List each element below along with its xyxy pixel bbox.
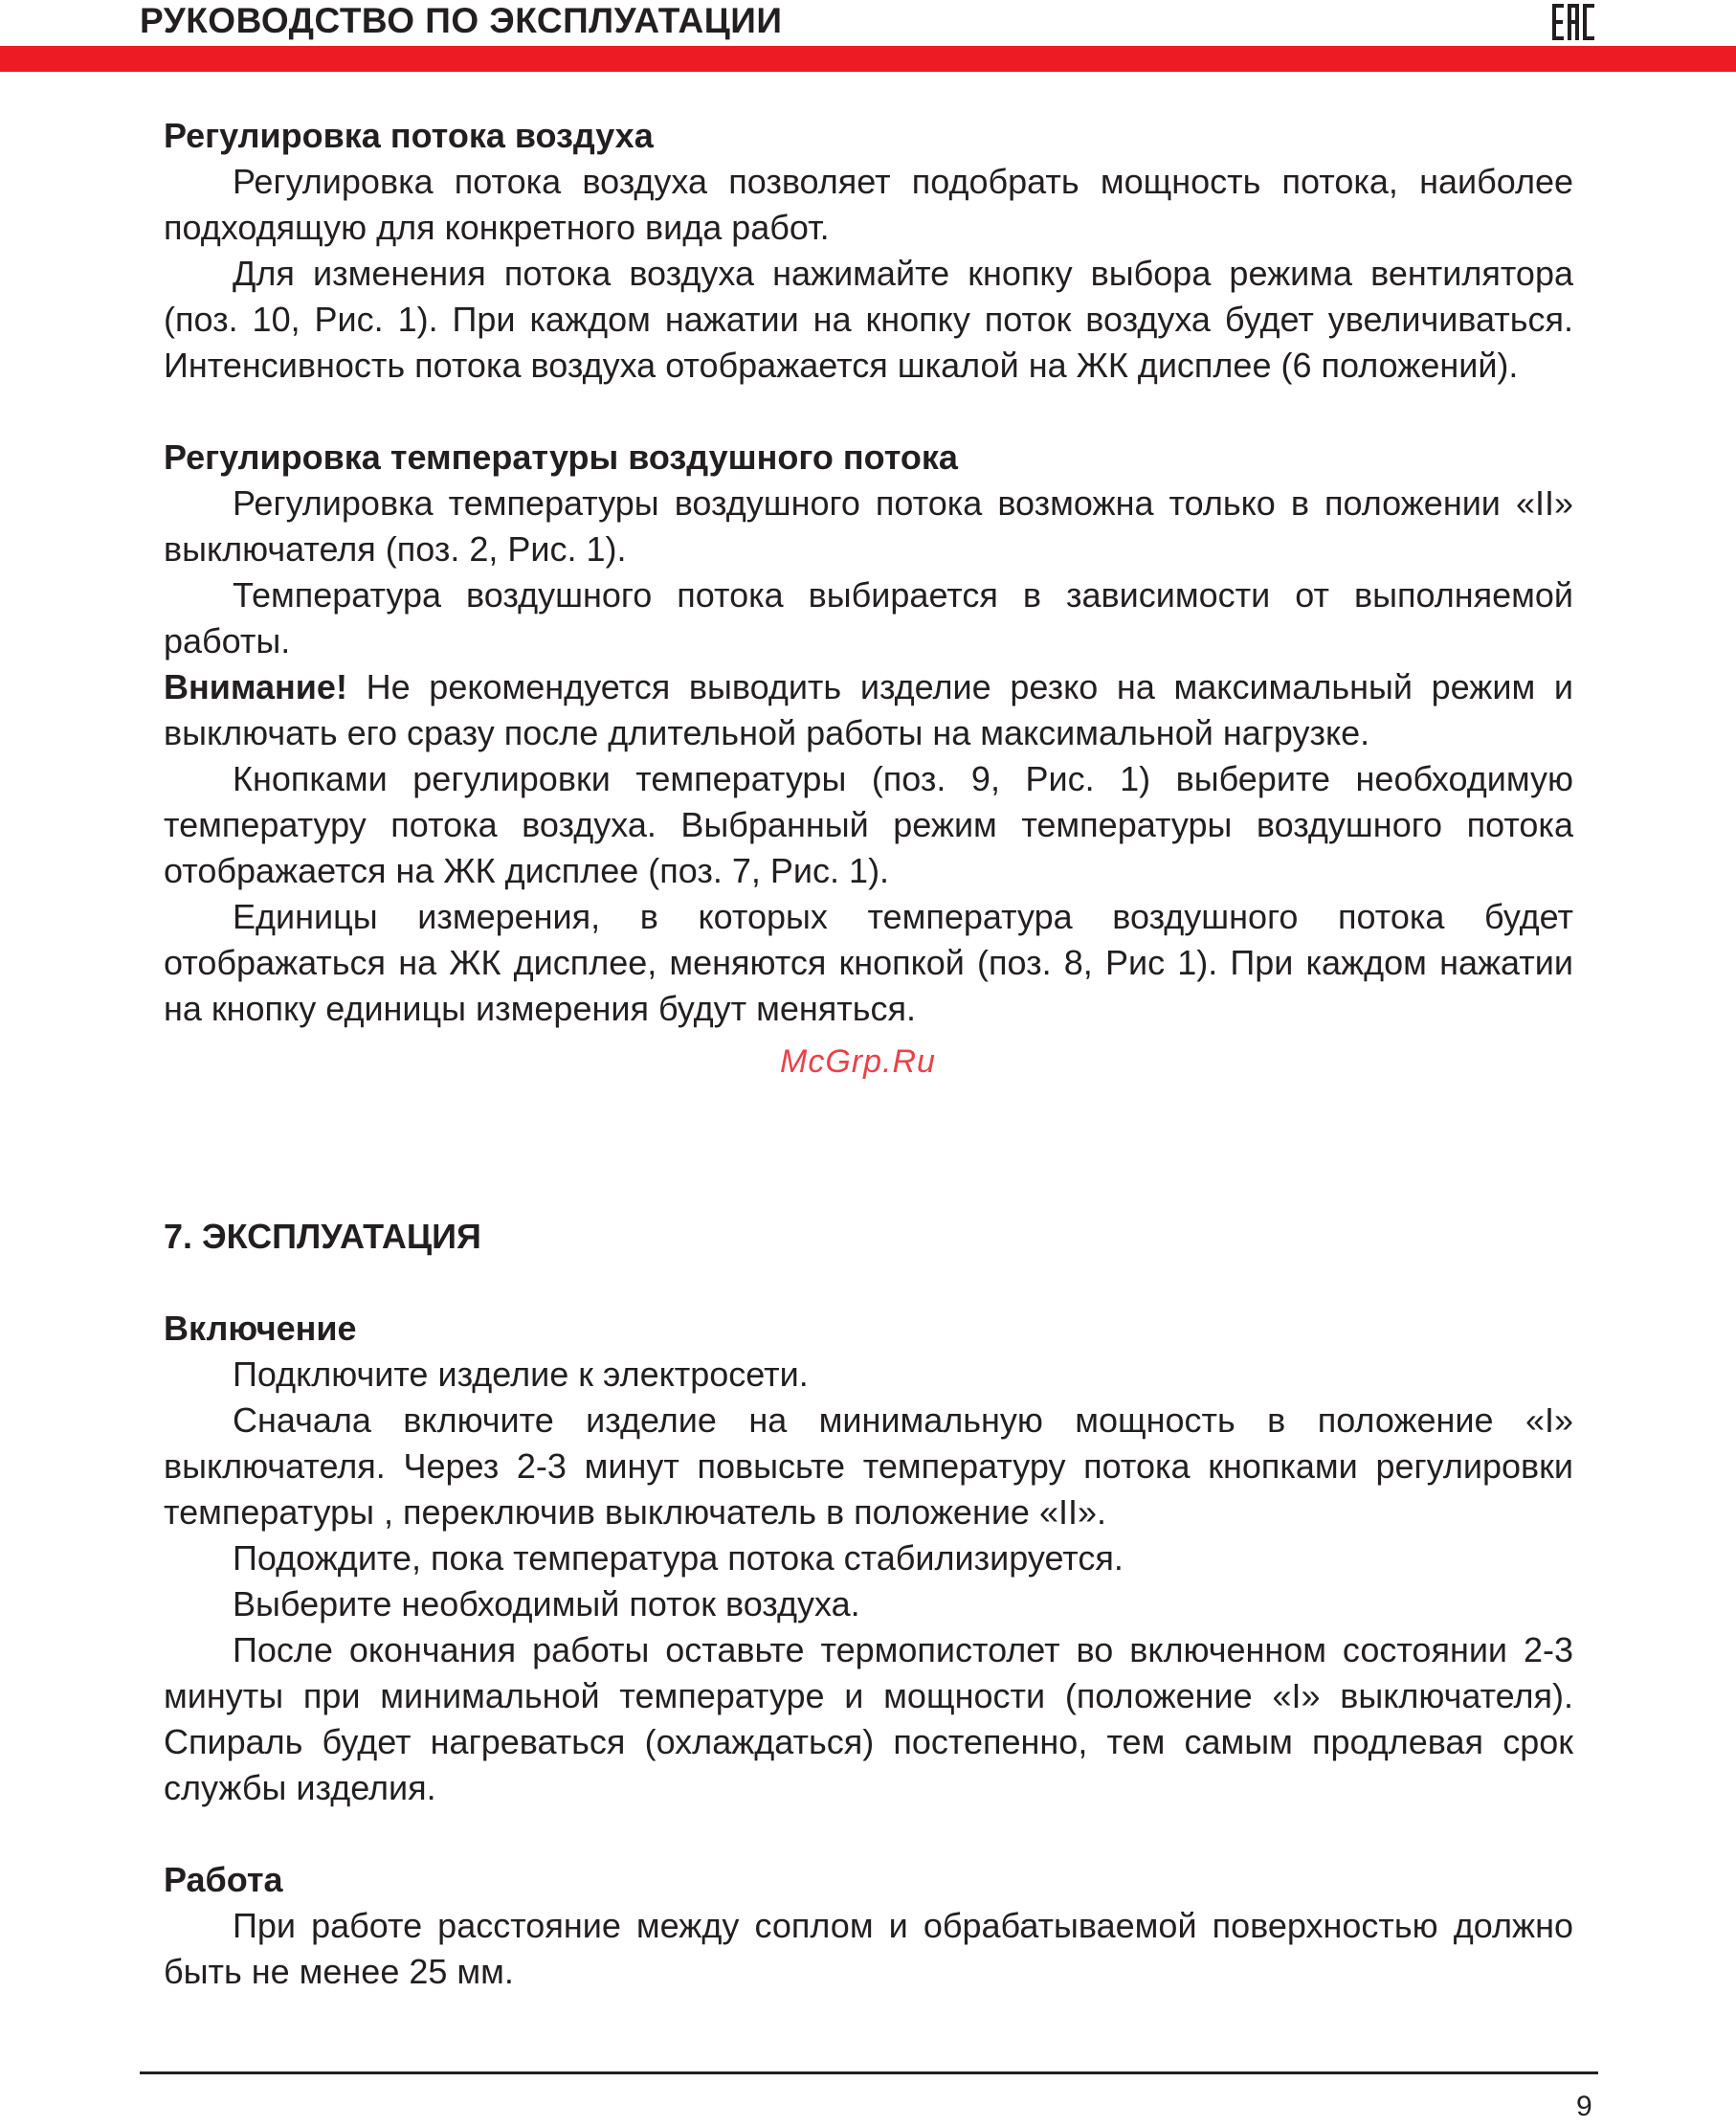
temperature-heading: Регулировка температуры воздушного потока [164,437,958,477]
eac-conformity-icon [1552,4,1596,40]
switch-on-paragraph-5: После окончания работы оставьте термопистолет во включенном состоянии 2-3 минуты при минимальной температуре и мощности (положение «I» выключателя). Спираль будет нагреваться (охлаждаться) постепенно, тем самым продлевая срок службы изделия. [164,1630,1573,1807]
header-red-bar [0,46,1736,72]
temperature-paragraph-2: Температура воздушного потока выбирается в зависимости от выполняемой работы. [164,575,1573,660]
warning-paragraph [164,664,1573,756]
switch-on-paragraph-1: Подключите изделие к электросети. [233,1355,809,1394]
switch-on-heading: Включение [164,1309,357,1348]
switch-on-paragraph-4: Выберите необходимый поток воздуха. [233,1584,860,1623]
watermark: McGrp.Ru [780,1043,936,1080]
temperature-paragraph-4: Единицы измерения, в которых температура воздушного потока будет отображаться на ЖК дисплее, меняются кнопкой (поз. 8, Рис 1). При каждом нажатии на кнопку единицы измерения будут меняться. [164,897,1573,1028]
airflow-heading: Регулировка потока воздуха [164,116,654,155]
footer-divider [140,2071,1598,2074]
work-heading: Работа [164,1860,283,1899]
page-number: 9 [1576,2091,1592,2122]
switch-on-paragraph-3: Подождите, пока температура потока стабилизируется. [233,1538,1124,1578]
section-title-operation: 7. ЭКСПЛУАТАЦИЯ [164,1217,481,1256]
airflow-paragraph-1: Регулировка потока воздуха позволяет подобрать мощность потока, наиболее подходящую для конкретного вида работ. [164,162,1573,247]
airflow-paragraph-2: Для изменения потока воздуха нажимайте кнопку выбора режима вентилятора (поз. 10, Рис. 1). При каждом нажатии на кнопку поток воздуха будет увеличиваться. Интенсивность потока воздуха отображается шкалой на ЖК дисплее (6 положений). [164,254,1573,385]
temperature-paragraph-3: Кнопками регулировки температуры (поз. 9, Рис. 1) выберите необходимую температуру потока воздуха. Выбранный режим температуры воздушного потока отображается на ЖК дисплее (поз. 7, Рис. 1). [164,759,1573,890]
switch-on-paragraph-2: Сначала включите изделие на минимальную мощность в положение «I» выключателя. Через 2-3 минут повысьте температуру потока кнопками регулировки температуры , переключив выключатель в положение «II». [164,1400,1573,1532]
work-paragraph-1: При работе расстояние между соплом и обрабатываемой поверхностью должно быть не менее 25 мм. [164,1906,1573,1991]
warning-text: Не рекомендуется выводить изделие резко на максимальный режим и выключать его сразу после длительной работы на максимальной нагрузке. [164,667,1573,752]
page-header-title: РУКОВОДСТВО ПО ЭКСПЛУАТАЦИИ [140,1,783,40]
warning-label: Внимание! [164,667,347,706]
temperature-paragraph-1: Регулировка температуры воздушного потока возможна только в положении «II» выключателя (поз. 2, Рис. 1). [164,483,1573,569]
